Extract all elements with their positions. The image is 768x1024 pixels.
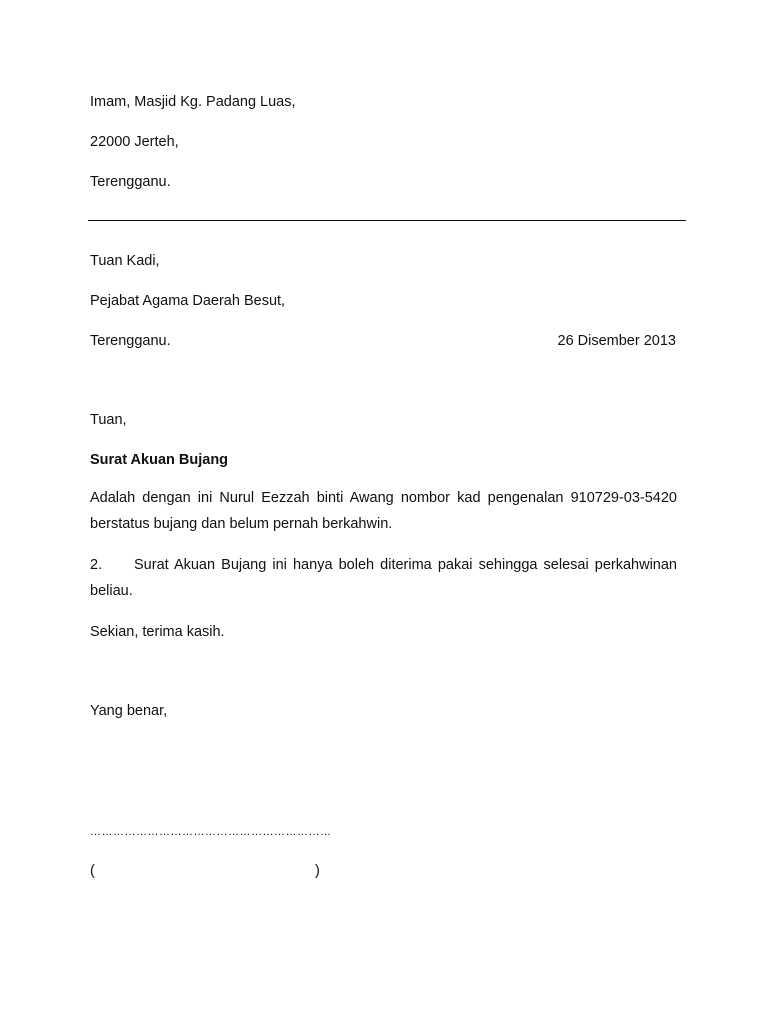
name-open-paren: ( xyxy=(90,863,95,879)
recipient-office-line: Pejabat Agama Daerah Besut, xyxy=(90,293,286,309)
header-divider xyxy=(88,220,686,221)
sender-postcode-line: 22000 Jerteh, xyxy=(90,134,179,150)
body-paragraph-2 xyxy=(90,552,677,604)
recipient-state-line: Terengganu. xyxy=(90,333,171,349)
recipient-title-line: Tuan Kadi, xyxy=(90,253,160,269)
paragraph-number: 2. xyxy=(90,557,103,573)
name-close-paren: ) xyxy=(315,863,320,879)
letter-subject: Surat Akuan Bujang xyxy=(90,452,229,468)
sender-name-line: Imam, Masjid Kg. Padang Luas, xyxy=(90,94,296,110)
sender-state-line: Terengganu. xyxy=(90,174,171,190)
letter-date: 26 Disember 2013 xyxy=(557,333,676,349)
body-paragraph-2-text: Surat Akuan Bujang ini hanya boleh diterima pakai sehingga selesai perkahwinan beliau. xyxy=(90,557,677,599)
signature-line: ……………………………………………………… xyxy=(90,826,332,838)
closing-line: Sekian, terima kasih. xyxy=(90,624,225,640)
signoff: Yang benar, xyxy=(90,703,168,719)
salutation: Tuan, xyxy=(90,412,127,428)
body-paragraph-1: Adalah dengan ini Nurul Eezzah binti Awang nombor kad pengenalan 910729-03-5420 berstatus bujang dan belum pernah berkahwin. xyxy=(90,490,677,532)
